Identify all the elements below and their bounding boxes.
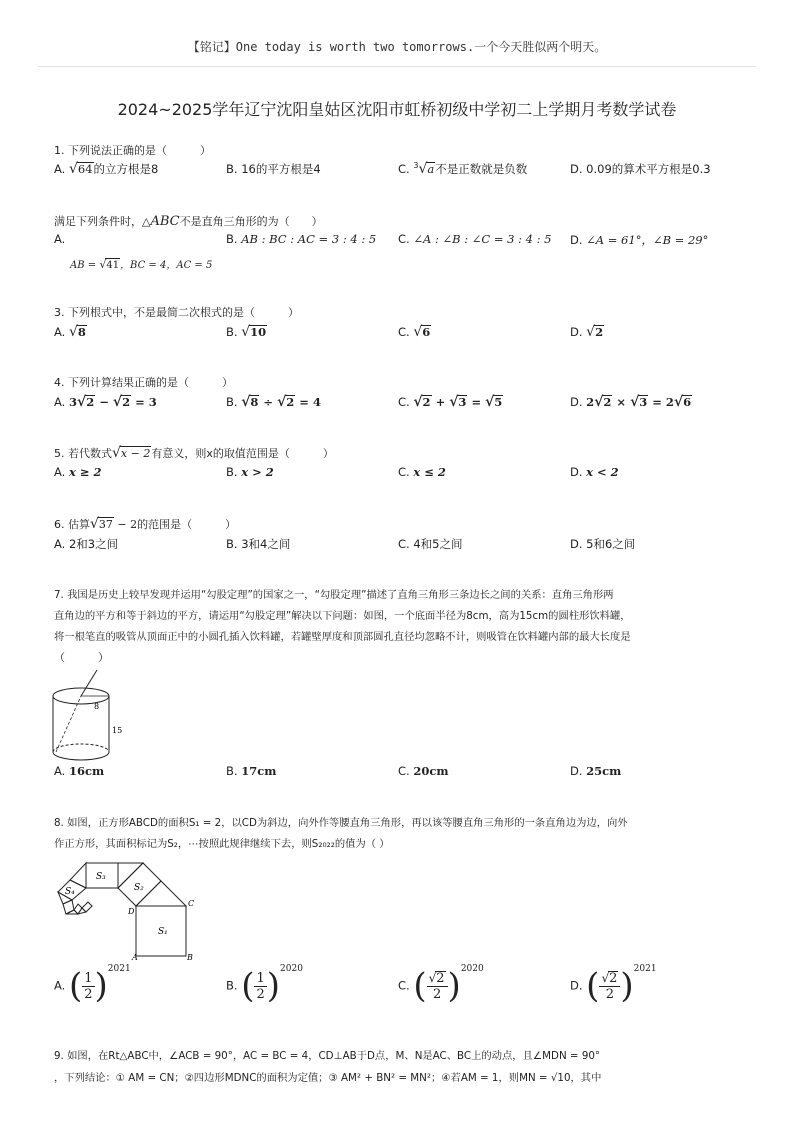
q6-options [54,536,744,558]
q3-option-c[interactable]: C. √6 [398,324,431,340]
q8-fig-s2: S₂ [134,883,144,893]
q2-option-d[interactable]: D. ∠A = 61°，∠B = 29° [570,233,709,247]
q1-stem: 1. 下列说法正确的是（ ） [54,144,211,157]
q2-option-b[interactable]: B. AB : BC : AC = 3 : 4 : 5 [226,232,377,246]
q3-stem: 3. 下列根式中，不是最简二次根式的是（ ） [54,306,299,319]
q8-fig-s3: S₃ [96,872,106,882]
q1-option-b[interactable]: B. 16的平方根是4 [226,162,321,176]
q8-fig-s4: S₄ [65,887,75,897]
q8-options [54,966,744,1016]
q7-fig-height-label: 15 [112,726,123,735]
q7-stem-line4: （ ） [54,651,109,664]
q7-stem-line3: 将一根笔直的吸管从顶面正中的小圆孔插入饮料罐，若罐壁厚度和顶部圆孔直径均忽略不计，则吸管在饮料罐内部的最大长度是 [54,631,631,643]
q4-option-a[interactable]: A. 3√2 − √2 = 3 [54,394,157,410]
q7-option-a[interactable]: A. 16cm [54,764,105,778]
q8-option-c[interactable]: C. ( $\frac{√2}{2}$ )$^{2020}$ [398,964,484,1006]
q2-options [54,232,744,254]
page-motto: 【铭记】One today is worth two tomorrows.一个今天胜似两个明天。 [187,40,607,54]
q3-option-b[interactable]: B. √10 [226,324,267,340]
q5-stem: 5. 若代数式√x − 2有意义，则x的取值范围是（ ） [54,445,334,461]
q1-option-c[interactable]: C. $^3$√a不是正数就是负数 [398,161,528,177]
q6-option-d[interactable]: D. 5和6之间 [570,537,636,551]
q8-fig-s1: S₁ [158,927,168,937]
header-divider [38,66,756,67]
q2-option-c[interactable]: C. ∠A : ∠B : ∠C = 3 : 4 : 5 [398,232,552,246]
q6-option-c[interactable]: C. 4和5之间 [398,537,463,551]
page-title: 2024~2025学年辽宁沈阳皇姑区沈阳市虹桥初级中学初二上学期月考数学试卷 [117,100,677,119]
q4-stem: 4. 下列计算结果正确的是（ ） [54,376,233,389]
q1-options [54,161,744,183]
q7-fig-radius-label: 8 [94,702,100,711]
q7-option-c[interactable]: C. 20cm [398,764,449,778]
q2-stem: 满足下列条件时，△ABC不是直角三角形的为（ ） [54,214,323,229]
q8-option-b[interactable]: B. ( $\frac{1}{2}$ )$^{2020}$ [226,964,303,1006]
q9-stem-line1: 9. 如图，在Rt△ABC中，∠ACB = 90°，AC = BC = 4，CD⊥AB于D点，M、N是AC、BC上的动点，且∠MDN = 90° [54,1050,601,1062]
q7-option-d[interactable]: D. 25cm [570,764,622,778]
q1-option-d[interactable]: D. 0.09的算术平方根是0.3 [570,162,711,176]
q5-option-c[interactable]: C. x ≤ 2 [398,465,446,479]
q4-option-d[interactable]: D. 2√2 × √3 = 2√6 [570,394,692,410]
q4-option-b[interactable]: B. √8 ÷ √2 = 4 [226,394,321,410]
q7-stem-line1: 7. 我国是历史上较早发现并运用“勾股定理”的国家之一，“勾股定理”描述了直角三角形三条边长之间的关系：直角三角形两 [54,589,614,601]
q5-option-a[interactable]: A. x ≥ 2 [54,465,102,479]
q8-option-d[interactable]: D. ( $\frac{√2}{2}$ )$^{2021}$ [570,964,657,1006]
q8-fig-label-a: A [132,953,138,962]
q1-option-a[interactable]: A. √64的立方根是8 [54,161,159,177]
q8-fig-label-c: C [188,899,195,908]
q7-cylinder-figure [44,668,134,764]
q4-option-c[interactable]: C. √2 + √3 = √5 [398,394,503,410]
q8-square-spiral-figure [48,856,198,962]
q8-fig-label-d: D [128,907,135,916]
q5-option-d[interactable]: D. x < 2 [570,465,619,479]
q5-option-b[interactable]: B. x > 2 [226,465,274,479]
q6-option-b[interactable]: B. 3和4之间 [226,537,291,551]
q5-options [54,465,744,487]
q8-fig-label-b: B [187,953,193,962]
q6-option-a[interactable]: A. 2和3之间 [54,537,119,551]
q7-stem-line2: 直角边的平方和等于斜边的平方，请运用“勾股定理”解决以下问题：如图，一个底面半径为8cm，高为15cm的圆柱形饮料罐， [54,610,631,622]
q8-stem-line2: 作正方形，其面积标记为S₂，⋯按照此规律继续下去，则S₂₀₂₂的值为（ ） [54,838,390,850]
q6-stem: 6. 估算√37 − 2的范围是（ ） [54,516,237,532]
q7-options [54,764,744,786]
q3-option-d[interactable]: D. √2 [570,324,604,340]
q7-option-b[interactable]: B. 17cm [226,764,277,778]
q2-option-a[interactable]: A. [54,232,66,246]
q8-option-a[interactable]: A. ( $\frac{1}{2}$ )$^{2021}$ [54,964,131,1006]
q3-options [54,324,744,346]
q3-option-a[interactable]: A. √8 [54,324,86,340]
q2-option-a-detail: AB = √41，BC = 4，AC = 5 [70,258,213,271]
q4-options [54,394,744,416]
q8-stem-line1: 8. 如图，正方形ABCD的面积S₁ = 2，以CD为斜边，向外作等腰直角三角形，再以该等腰直角三角形的一条直角边为边，向外 [54,817,628,829]
q9-stem-line2: ，下列结论：① AM = CN；②四边形MDNC的面积为定值；③ AM² + BN² = MN²；④若AM = 1，则MN = √10，其中 [54,1072,602,1084]
